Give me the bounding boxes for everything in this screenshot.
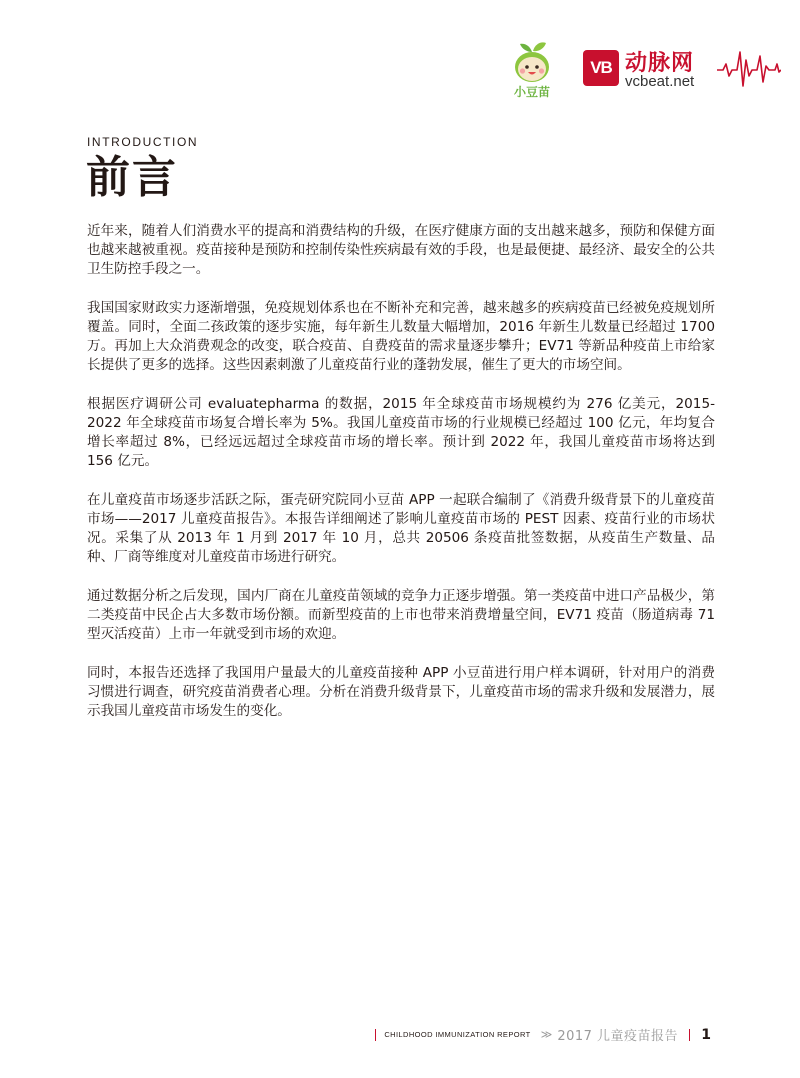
footer-report-en: CHILDHOOD IMMUNIZATION REPORT <box>384 1030 531 1039</box>
page-footer <box>375 1024 711 1042</box>
footer-divider-left <box>375 1029 376 1041</box>
paragraph-4: 在儿童疫苗市场逐步活跃之际，蛋壳研究院同小豆苗 APP 一起联合编制了《消费升级背景下的儿童疫苗市场——2017 儿童疫苗报告》。本报告详细阐述了影响儿童疫苗市场的 PEST 因素、疫苗行业的市场状况。采集了从 2013 年 1 月到 2017 年 10 月，总共 20506 条疫苗批签数据，从疫苗生产数量、品种、厂商等维度对儿童疫苗市场进行研究。 <box>87 492 715 565</box>
page-number: 1 <box>701 1026 711 1043</box>
paragraph-1: 近年来，随着人们消费水平的提高和消费结构的升级，在医疗健康方面的支出越来越多，预防和保健方面也越来越被重视。疫苗接种是预防和控制传染性疾病最有效的手段，也是最便捷、最经济、最安全的公共卫生防控手段之一。 <box>87 223 715 277</box>
vcbeat-logo <box>583 46 783 96</box>
paragraph-5: 通过数据分析之后发现，国内厂商在儿童疫苗领域的竞争力正逐步增强。第一类疫苗中进口产品极少，第二类疫苗中民企占大多数市场份额。而新型疫苗的上市也带来消费增量空间，EV71 疫苗（肠道病毒 71 型灭活疫苗）上市一年就受到市场的欢迎。 <box>87 588 715 642</box>
xiaodoumiao-label: 小豆苗 <box>513 85 550 99</box>
paragraph-2: 我国国家财政实力逐渐增强，免疫规划体系也在不断补充和完善，越来越多的疾病疫苗已经被免疫规划所覆盖。同时，全面二孩政策的逐步实施，每年新生儿数量大幅增加，2016 年新生儿数量已经超过 1700 万。再加上大众消费观念的改变，联合疫苗、自费疫苗的需求量逐步攀升；EV71 等新品种疫苗上市给家长提供了更多的选择。这些因素刺激了儿童疫苗行业的蓬勃发展，催生了更大的市场空间。 <box>87 300 715 373</box>
footer-report-cn: 2017 儿童疫苗报告 <box>557 1029 679 1044</box>
intro-label: INTRODUCTION <box>87 135 199 149</box>
vb-mark: VB <box>583 50 619 86</box>
vcbeat-domain: vcbeat.net <box>625 73 695 90</box>
vcbeat-name-cn: 动脉网 <box>625 51 695 76</box>
double-chevron-icon: ≫ <box>540 1028 550 1041</box>
heartbeat-pulse-icon <box>717 46 781 90</box>
paragraph-6: 同时，本报告还选择了我国用户量最大的儿童疫苗接种 APP 小豆苗进行用户样本调研，针对用户的消费习惯进行调查，研究疫苗消费者心理。分析在消费升级背景下，儿童疫苗市场的需求升级和发展潜力，展示我国儿童疫苗市场发生的变化。 <box>87 665 715 719</box>
article-body <box>87 222 715 741</box>
xiaodoumiao-logo <box>504 40 560 102</box>
page-title: 前言 <box>86 152 178 203</box>
footer-divider-right <box>689 1029 690 1041</box>
paragraph-3: 根据医疗调研公司 evaluatepharma 的数据，2015 年全球疫苗市场规模约为 276 亿美元，2015-2022 年全球疫苗市场复合增长率为 5%。我国儿童疫苗市场的行业规模已经超过 100 亿元，年均复合增长率超过 8%，已经远远超过全球疫苗市场的增长率。预计到 2022 年，我国儿童疫苗市场将达到 156 亿元。 <box>87 396 715 469</box>
smiling-sprout-bean-icon <box>508 40 556 84</box>
